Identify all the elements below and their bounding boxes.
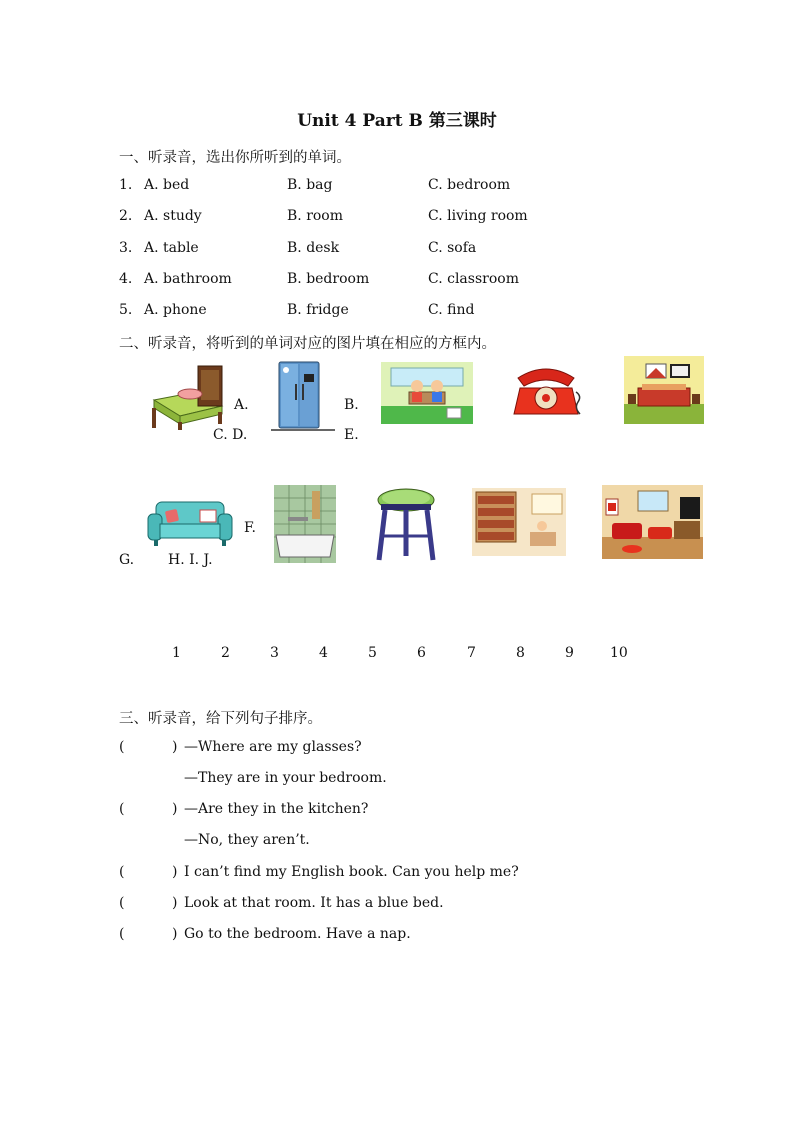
sentence: Go to the bedroom. Have a nap. — [184, 926, 411, 942]
question-number: 3. — [119, 240, 133, 256]
label-g: G. — [119, 552, 135, 568]
answer-blank-open[interactable]: ( — [119, 864, 125, 880]
option-b: B. fridge — [287, 302, 349, 318]
option-b: B. bag — [287, 177, 333, 193]
option-c: C. bedroom — [428, 177, 511, 193]
phone-image — [508, 362, 584, 420]
answer-blank-open[interactable]: ( — [119, 801, 125, 817]
section3-heading: 三、听录音，给下列句子排序。 — [119, 711, 322, 727]
section1-heading: 一、听录音，选出你所听到的单词。 — [119, 150, 351, 166]
fridge-image — [271, 360, 335, 434]
sentence-reply: —They are in your bedroom. — [184, 770, 387, 786]
sentence: I can’t find my English book. Can you help me? — [184, 864, 519, 880]
option-b: B. room — [287, 208, 344, 224]
option-a: A. bed — [144, 177, 190, 193]
option-a: A. bathroom — [144, 271, 232, 287]
answer-blank-close: ) — [172, 739, 178, 755]
answer-number: 10 — [610, 645, 628, 661]
answer-number: 4 — [319, 645, 328, 661]
option-b: B. desk — [287, 240, 340, 256]
label-f: F. — [244, 520, 256, 536]
answer-blank-open[interactable]: ( — [119, 926, 125, 942]
option-c: C. classroom — [428, 271, 519, 287]
option-c: C. living room — [428, 208, 528, 224]
option-c: C. sofa — [428, 240, 477, 256]
classroom-image — [381, 362, 473, 424]
label-a: A. — [234, 397, 249, 413]
sentence-reply: —No, they aren’t. — [184, 832, 310, 848]
question-number: 4. — [119, 271, 133, 287]
answer-blank-close: ) — [172, 895, 178, 911]
page-title: Unit 4 Part B 第三课时 — [297, 111, 497, 131]
label-h-i-j: H. I. J. — [168, 552, 213, 568]
bathroom-image — [274, 485, 336, 563]
option-b: B. bedroom — [287, 271, 370, 287]
sentence: —Are they in the kitchen? — [184, 801, 369, 817]
living-room-image — [602, 485, 703, 559]
answer-number: 6 — [417, 645, 426, 661]
option-a: A. study — [144, 208, 202, 224]
question-number: 1. — [119, 177, 133, 193]
answer-blank-open[interactable]: ( — [119, 895, 125, 911]
sentence: —Where are my glasses? — [184, 739, 362, 755]
label-e: E. — [344, 427, 359, 443]
answer-number: 3 — [270, 645, 279, 661]
sofa-image — [146, 496, 234, 548]
answer-number: 2 — [221, 645, 230, 661]
question-number: 2. — [119, 208, 133, 224]
bedroom-image — [624, 356, 704, 424]
label-b: B. — [344, 397, 359, 413]
option-c: C. find — [428, 302, 475, 318]
question-number: 5. — [119, 302, 133, 318]
option-a: A. phone — [144, 302, 207, 318]
answer-number: 7 — [467, 645, 476, 661]
bed-image — [146, 362, 226, 432]
answer-number: 1 — [172, 645, 181, 661]
answer-blank-close: ) — [172, 864, 178, 880]
answer-number: 9 — [565, 645, 574, 661]
answer-blank-close: ) — [172, 926, 178, 942]
label-c-d: C. D. — [213, 427, 248, 443]
study-image — [472, 488, 566, 556]
answer-blank-open[interactable]: ( — [119, 739, 125, 755]
sentence: Look at that room. It has a blue bed. — [184, 895, 444, 911]
section2-heading: 二、听录音，将听到的单词对应的图片填在相应的方框内。 — [119, 336, 496, 352]
answer-number: 5 — [368, 645, 377, 661]
answer-number: 8 — [516, 645, 525, 661]
option-a: A. table — [144, 240, 199, 256]
answer-blank-close: ) — [172, 801, 178, 817]
stool-image — [375, 486, 437, 564]
